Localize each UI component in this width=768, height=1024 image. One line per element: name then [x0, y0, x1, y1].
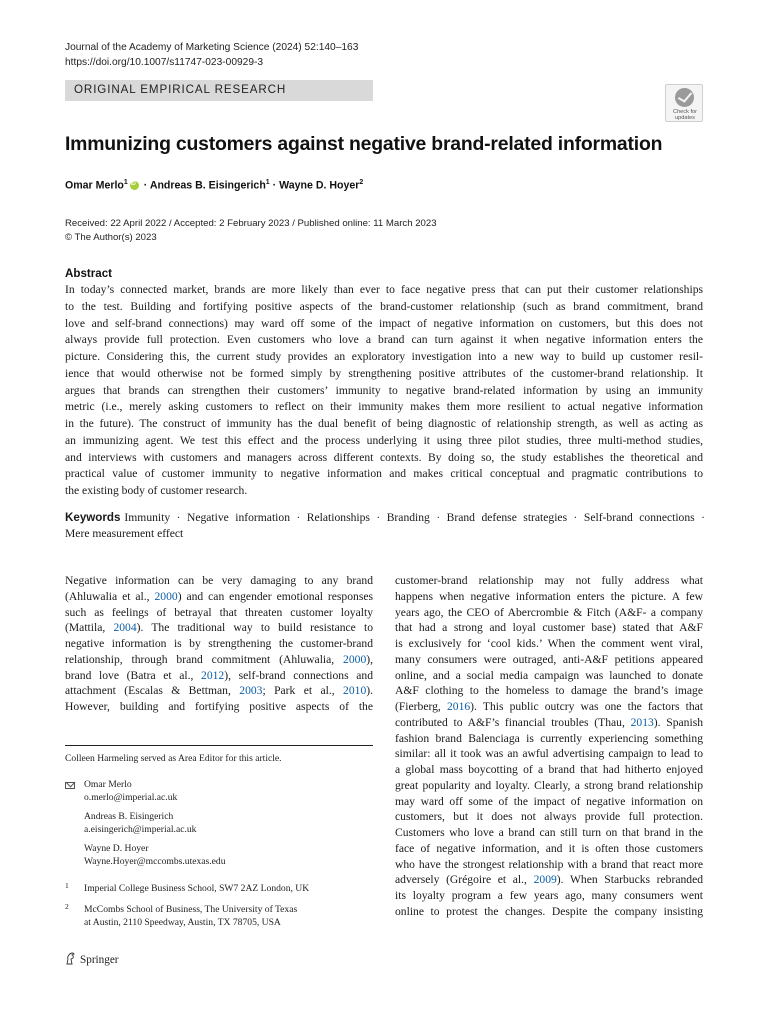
keywords-list: Immunity · Negative information · Relationships · Branding · Brand defense strategies · Self-brand connections ·	[124, 511, 705, 524]
abstract-line: the existing body of customer research.	[65, 484, 248, 497]
abstract-line: in the future). The construct of immunity has the dual benefit of being diagnostic of relationship strength, as well as acting as	[65, 417, 703, 430]
body-line: online, and a social media campaign was launched to donate	[395, 668, 703, 682]
contact-email[interactable]: a.eisingerich@imperial.ac.uk	[84, 824, 197, 836]
author-name[interactable]: Andreas B. Eisingerich	[149, 179, 266, 192]
contact-name: Wayne D. Hoyer	[84, 843, 149, 854]
publisher-footer	[65, 952, 119, 966]
author-separator: ·	[269, 179, 280, 192]
body-line: online to protest the changes. Despite the company insisting	[395, 904, 703, 918]
abstract-line: always provide full protection. Even customers who love a brand can turn against it when negative information enters the	[65, 333, 703, 347]
copyright-notice: © The Author(s) 2023	[65, 232, 157, 243]
citation-link[interactable]: 2004	[113, 621, 137, 635]
abstract-text	[65, 282, 703, 500]
body-text: ). When Starbucks rebranded	[556, 873, 703, 887]
springer-horse-icon	[65, 952, 76, 965]
citation-link[interactable]: 2012	[201, 668, 225, 682]
author-list	[65, 179, 363, 192]
abstract-line: practical value of customer immunity to negative information and makes critical conceptual and pragmatic contributions to	[65, 467, 703, 481]
contact-name: Andreas B. Eisingerich	[84, 811, 174, 822]
publication-history: Received: 22 April 2022 / Accepted: 2 February 2023 / Published online: 11 March 2023	[65, 218, 437, 229]
body-line: similar: all it took was an awful advertising campaign to lead to	[395, 747, 703, 761]
editor-note: Colleen Harmeling served as Area Editor for this article.	[65, 753, 282, 764]
abstract-line: love and self-brand connections) may ward off some of the impact of negative information on customers, but this does not	[65, 316, 703, 330]
contact-email[interactable]: Wayne.Hoyer@mccombs.utexas.edu	[84, 856, 226, 868]
author-separator: ·	[140, 179, 150, 192]
author-name[interactable]: Wayne D. Hoyer	[279, 179, 360, 192]
body-line: fashion brand Balenciaga is currently experiencing something	[395, 731, 703, 745]
author-affiliation-ref: 1	[123, 179, 128, 186]
body-line: customer-brand relationship may not fully address what	[395, 574, 703, 587]
contact-name: Omar Merlo	[84, 779, 132, 790]
body-line	[65, 589, 373, 605]
body-text: ).	[366, 684, 373, 698]
orcid-icon[interactable]	[130, 181, 139, 190]
body-line: is exclusively for ‘cool kids.’ When the comment went viral,	[395, 637, 703, 650]
body-line: happens when negative information enters the picture. A few	[395, 589, 703, 603]
body-text: ),	[366, 652, 373, 666]
author-affiliation-ref: 1	[265, 179, 270, 186]
keywords-line	[65, 510, 705, 526]
abstract-line: argues that brands can strengthen their customers’ immunity to negative brand-related information by using an immunity	[65, 383, 703, 397]
body-line: a global mass boycotting of a brand that had hitherto enjoyed	[395, 763, 703, 776]
affiliation-text: McCombs School of Business, The University of Texas	[84, 904, 298, 915]
citation-link[interactable]: 2016	[446, 700, 471, 713]
body-line	[65, 668, 373, 684]
body-text: ; Park et al.,	[262, 684, 344, 698]
abstract-line: and interviews with customers and managers across different contexts. By doing so, the study establishes the theoretical and	[65, 450, 703, 464]
body-text: ) and can engender emotional responses	[177, 589, 373, 603]
body-text: ). This public outcry was one the factors that	[470, 700, 703, 713]
abstract-line: picture. Considering this, the current study provides an exploratory investigation into a new way to build up customer resil-	[65, 350, 703, 363]
citation-link[interactable]: 2000	[154, 589, 178, 603]
body-line: many consumers were outraged, anti-A&F petitions appeared	[395, 652, 703, 666]
body-line: A&F clothing to the homeless to damage the brand’s image	[395, 684, 703, 698]
body-line	[395, 872, 703, 888]
body-line: Negative information can be very damaging to any brand	[65, 574, 373, 587]
check-updates-label-2: updates	[675, 115, 695, 121]
keywords-label: Keywords	[65, 511, 121, 524]
body-text: attachment (Escalas & Bettman,	[65, 684, 240, 698]
body-line: However, building and fortifying positive aspects of the	[65, 700, 373, 713]
body-line: face of negative information, and it is often those customers	[395, 841, 703, 855]
body-line: Customers who love a brand can still turn on that brand in the	[395, 826, 703, 839]
body-text: relationship, through brand commitment (Ahluwalia,	[65, 652, 344, 666]
body-text: (Fierberg,	[395, 700, 447, 713]
body-line: years ago, the CEO of Abercrombie & Fitch (A&F- a company	[395, 605, 703, 619]
body-line: negative information is by strengthening the customer-brand	[65, 637, 373, 650]
body-text: (Mattila,	[65, 621, 114, 635]
affiliation-number: 1	[65, 881, 69, 890]
affiliation-text: Imperial College Business School, SW7 2AZ London, UK	[84, 883, 310, 894]
citation-link[interactable]: 2000	[343, 652, 367, 666]
affiliation-text: at Austin, 2110 Speedway, Austin, TX 78705, USA	[84, 917, 281, 929]
body-text: ), self-brand connections and	[224, 668, 373, 682]
body-line	[65, 652, 373, 668]
body-text: (Ahluwalia et al.,	[65, 589, 155, 603]
journal-citation: Journal of the Academy of Marketing Science (2024) 52:140–163	[65, 42, 359, 53]
abstract-heading: Abstract	[65, 267, 113, 280]
affiliation-1	[84, 882, 309, 895]
check-updates-icon	[675, 88, 694, 107]
citation-link[interactable]: 2003	[239, 684, 263, 698]
abstract-line: an immunizing agent. We test this effect and the process underlying it using three pilot studies, three multi-method studies,	[65, 433, 703, 447]
body-line: great popularity and loyalty. Clearly, a strong brand relationship	[395, 778, 703, 792]
corresponding-author-3	[84, 842, 226, 868]
body-line	[395, 699, 703, 715]
author-name[interactable]: Omar Merlo	[65, 179, 124, 192]
keywords-list-continued: Mere measurement effect	[65, 527, 184, 540]
body-line: its loyalty program a few years ago, many consumers went	[395, 889, 703, 902]
body-text: brand love (Batra et al.,	[65, 668, 202, 682]
publication-dates	[65, 217, 437, 245]
article-title: Immunizing customers against negative brand-related information	[65, 133, 663, 155]
body-text: ). The traditional way to build resistance to	[136, 621, 373, 635]
publisher-name: Springer	[80, 954, 119, 966]
author-affiliation-ref: 2	[359, 179, 364, 186]
envelope-icon	[65, 782, 75, 789]
footnote-divider	[65, 745, 373, 746]
doi-link[interactable]: https://doi.org/10.1007/s11747-023-00929-3	[65, 57, 264, 68]
article-category-bar	[65, 80, 373, 101]
abstract-line: metric (i.e., merely asking customers to reflect on their immunity makes them more resilient to actual negative information	[65, 400, 703, 414]
corresponding-author-2	[84, 810, 196, 836]
affiliation-2	[84, 903, 297, 929]
body-line: such as feelings of betrayal that threaten customer loyalty	[65, 605, 373, 619]
check-updates-label-1: Check for	[673, 109, 697, 115]
citation-link[interactable]: 2010	[343, 684, 367, 698]
body-text: contributed to A&F’s financial troubles (Thau,	[395, 715, 631, 729]
body-line	[395, 715, 703, 731]
corresponding-author-1	[84, 778, 177, 804]
keywords-section	[65, 510, 705, 542]
body-line: who have the strongest relationship with a brand that react more	[395, 857, 703, 871]
journal-header	[65, 40, 358, 70]
abstract-line: ience that would otherwise not be formed simply by strengthening positive attributes of the customer-brand relationship. It	[65, 366, 703, 380]
body-column-left	[65, 573, 373, 715]
body-line	[65, 683, 373, 699]
body-line: customers, but it does not always provide full protection.	[395, 810, 703, 824]
abstract-line: to the test. Building and fortifying positive aspects of the brand-customer relationship (such as brand commitment, brand	[65, 299, 703, 313]
body-column-right	[395, 573, 703, 920]
contact-email[interactable]: o.merlo@imperial.ac.uk	[84, 792, 178, 804]
body-line: that had a strong and loyal customer base) stated that A&F	[395, 621, 703, 635]
abstract-line: In today’s connected market, brands are more likely than ever to face negative press that can put their customer relationships	[65, 283, 703, 296]
citation-link[interactable]: 2013	[630, 715, 654, 729]
citation-link[interactable]: 2009	[533, 873, 557, 887]
body-line	[65, 620, 373, 636]
article-category: ORIGINAL EMPIRICAL RESEARCH	[74, 83, 287, 96]
body-text: ). Spanish	[653, 715, 703, 729]
check-for-updates-badge[interactable]	[665, 84, 703, 122]
body-line: may ward off some of the impact of negative information on	[395, 794, 703, 808]
body-text: adversely (Grégoire et al.,	[395, 873, 534, 887]
affiliation-number: 2	[65, 902, 69, 911]
